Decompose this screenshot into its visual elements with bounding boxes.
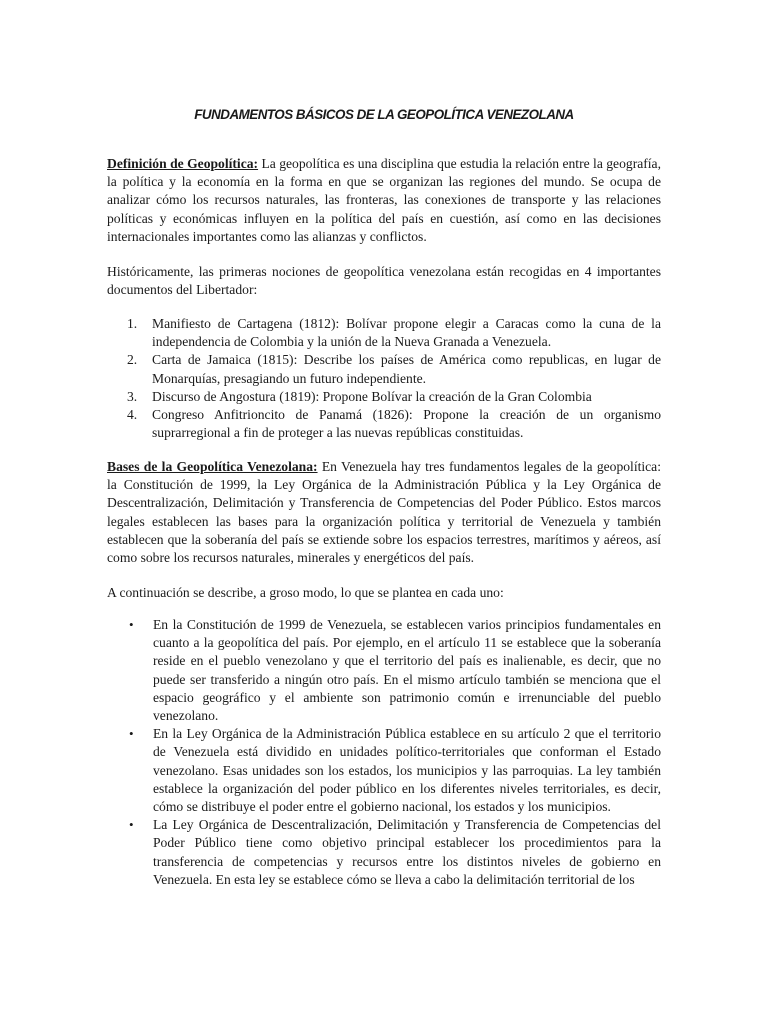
bullet-marker: • — [129, 617, 134, 632]
document-title: FUNDAMENTOS BÁSICOS DE LA GEOPOLÍTICA VENEZOLANA — [194, 107, 574, 122]
bullet-marker: • — [129, 726, 134, 742]
history-paragraph: Históricamente, las primeras nociones de geopolítica venezolana están recogidas en 4 importantes documentos del Libertador: — [107, 264, 661, 298]
continuation-paragraph: A continuación se describe, a groso modo, lo que se plantea en cada uno: — [107, 585, 504, 600]
definition-text: La geopolítica es una disciplina que estudia la relación entre la geografía, la política y la economía en la forma en que se organizan las regiones del mundo. Se ocupa de analizar cómo los recursos naturales, las fronteras, las conexiones de transporte y las relaciones políticas y económicas influyen en la política del país en cuestión, así como en las decisiones internacionales importantes como las alianzas y conflictos. — [107, 156, 661, 244]
bullet-marker: • — [129, 817, 134, 833]
list-item-text: Carta de Jamaica (1815): Describe los países de América como republicas, en lugar de Monarquías, presagiando un futuro independiente. — [152, 352, 661, 386]
bullet-item — [107, 816, 661, 889]
bullet-item — [107, 725, 661, 816]
list-number: 3. — [127, 388, 138, 404]
bullet-item-text: En la Constitución de 1999 de Venezuela, se establecen varios principios fundamentales en cuanto a la geopolítica del país. Por ejemplo, en el artículo 11 se establece que la soberanía reside en el pueblo venezolano y que el territorio del país es inalienable, es decir, que no puede ser transferido a ningún otro país. En el mismo artículo también se menciona que el espacio geográfico y el ambiente son patrimonio común e irrenunciable del pueblo venezolano. — [153, 617, 661, 724]
list-item-text: Congreso Anfitrioncito de Panamá (1826): Propone la creación de un organismo suprarregional a fin de proteger a las nuevas repúblicas constituidas. — [152, 407, 661, 441]
list-item — [107, 351, 661, 387]
list-number: 1. — [127, 316, 138, 331]
list-item-text: Discurso de Angostura (1819): Propone Bolívar la creación de la Gran Colombia — [152, 388, 592, 404]
list-number: 4. — [127, 407, 138, 423]
bullet-item-text: En la Ley Orgánica de la Administración Pública establece en su artículo 2 que el territorio de Venezuela está dividido en unidades político-territoriales que conforman el Estado venezolano. Esas unidades son los estados, los municipios y las parroquias. La ley también establece la organización del poder público en los diferentes niveles territoriales, es decir, cómo se distribuye el poder entre el gobierno nacional, los estados y los municipios. — [153, 726, 661, 815]
bullet-item — [107, 616, 661, 725]
list-item-text: Manifiesto de Cartagena (1812): Bolívar propone elegir a Caracas como la cuna de la independencia de Colombia y la unión de la Nueva Granada a Venezuela. — [152, 316, 661, 350]
bases-paragraph — [107, 458, 661, 567]
bases-text: En Venezuela hay tres fundamentos legales de la geopolítica: la Constitución de 1999, la Ley Orgánica de la Administración Pública y la Ley Orgánica de Descentralización, Delimitación y Transferencia de Competencias del Poder Público. Estos marcos legales establecen las bases para la organización política y territorial de Venezuela y también establecen que la soberanía del país se extiende sobre los espacios terrestres, marítimos y aéreos, así como sobre los recursos naturales, minerales y energéticos del país. — [107, 459, 661, 566]
list-item — [107, 315, 661, 351]
bases-heading: Bases de la Geopolítica Venezolana: — [107, 459, 318, 474]
list-number: 2. — [127, 352, 138, 368]
documents-list — [107, 315, 661, 442]
fundamentals-list — [107, 616, 661, 889]
bullet-item-text: La Ley Orgánica de Descentralización, Delimitación y Transferencia de Competencias del Poder Público tiene como objetivo principal establecer los procedimientos para la transferencia de competencias y recursos entre los distintos niveles de gobierno en Venezuela. En esta ley se establece cómo se lleva a cabo la delimitación territorial de los — [153, 817, 661, 887]
definition-heading: Definición de Geopolítica: — [107, 156, 259, 171]
list-item — [107, 388, 661, 406]
list-item — [107, 406, 661, 442]
definition-paragraph — [107, 155, 661, 246]
